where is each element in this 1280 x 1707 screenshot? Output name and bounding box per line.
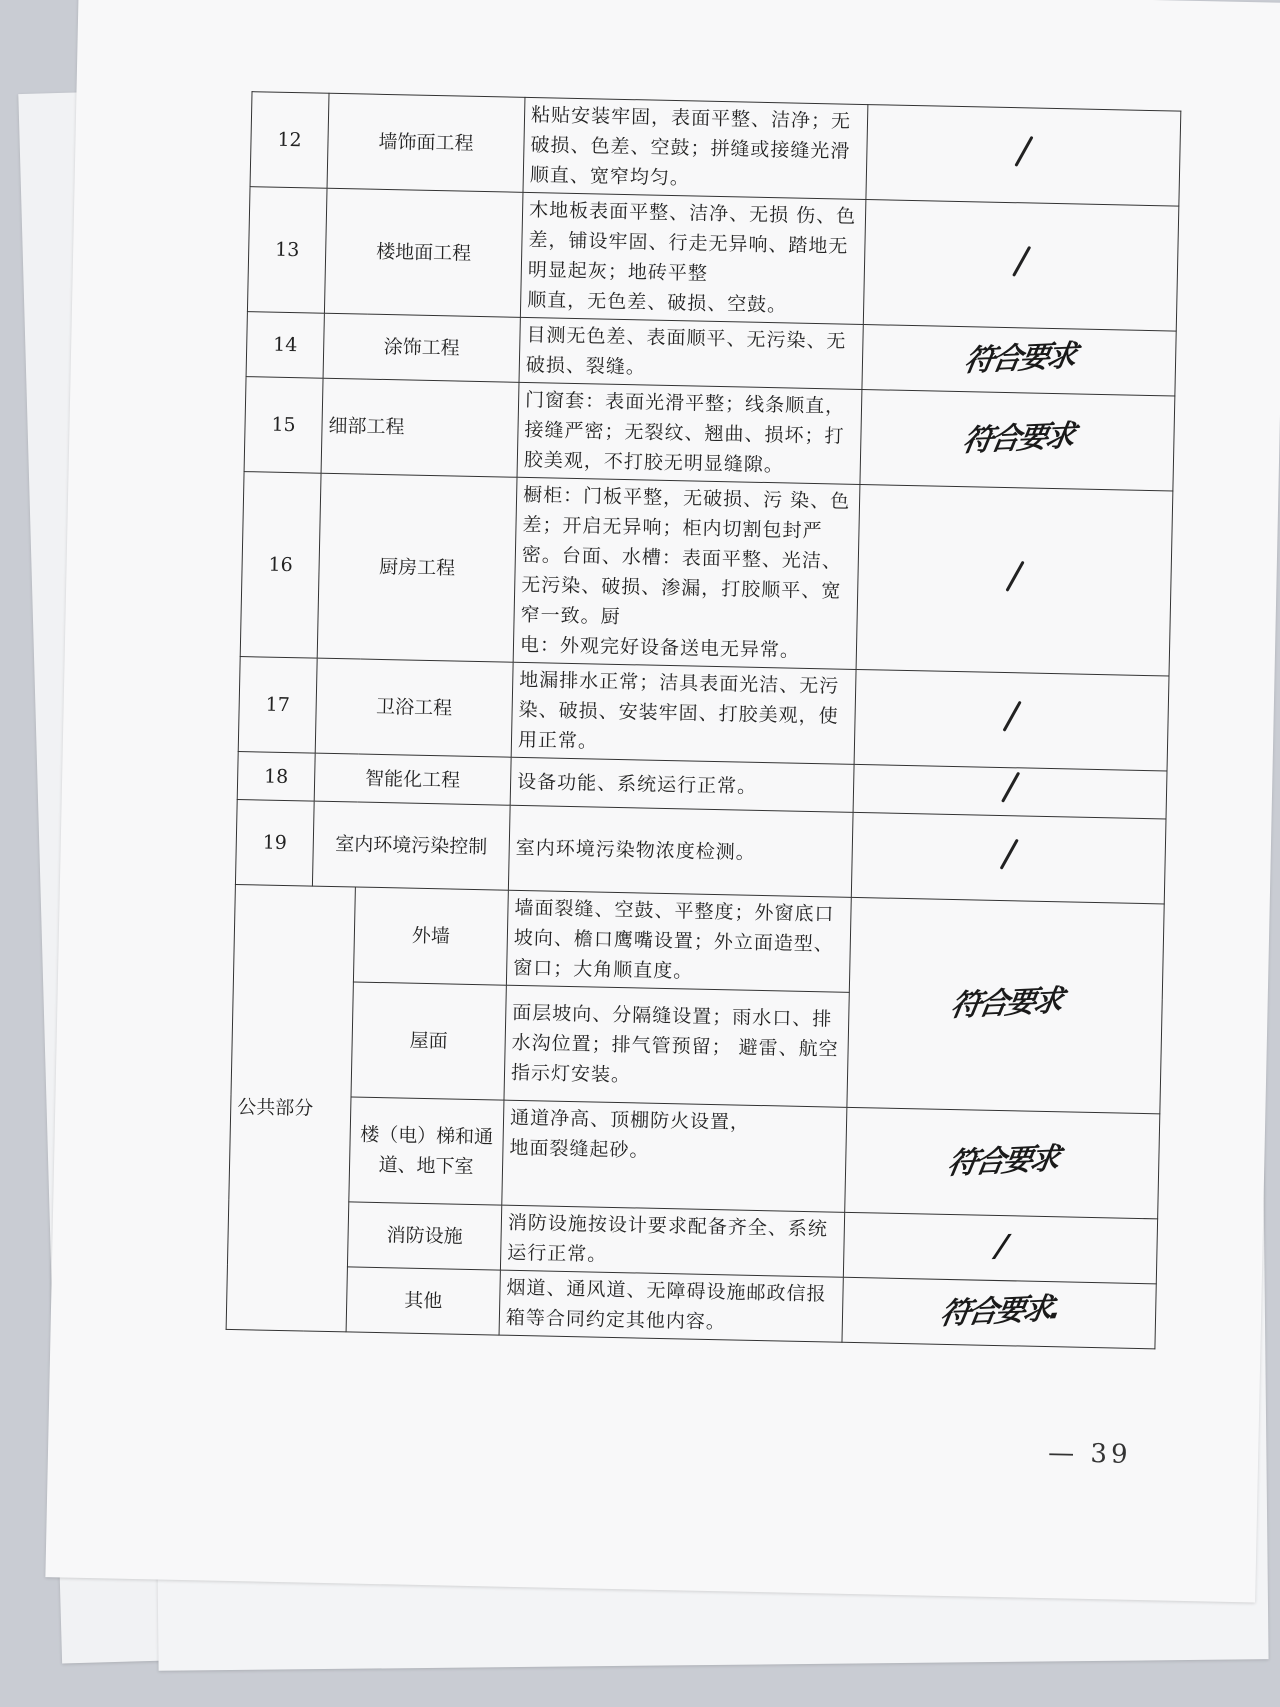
handwritten-result: 符合要求	[948, 983, 1064, 1024]
check-mark	[1002, 700, 1021, 731]
item-result	[863, 200, 1179, 332]
public-item-result	[845, 1107, 1160, 1219]
handwritten-result: 符合要求.	[937, 1290, 1062, 1332]
table-row	[247, 187, 1178, 331]
handwritten-result: 符合要求	[959, 418, 1076, 459]
item-number: 18	[237, 752, 315, 802]
table-row	[240, 472, 1173, 676]
public-category: 公共部分	[226, 884, 355, 1331]
page-number: — 39	[1047, 1438, 1132, 1470]
item-result	[860, 389, 1175, 491]
check-mark	[1012, 245, 1031, 276]
item-requirement: 门窗套：表面光滑平整；线条顺直，接缝严密；无裂纹、翘曲、损坏；打胶美观，不打胶无明显缝隙。	[517, 382, 862, 484]
check-mark	[1001, 772, 1020, 803]
handwritten-result: 符合要求	[961, 338, 1077, 379]
item-name: 细部工程	[321, 378, 519, 477]
public-item-name: 楼（电）梯和通道、地下室	[349, 1097, 504, 1205]
item-result	[853, 764, 1167, 819]
item-requirement: 橱柜：门板平整，无破损、污 染、色差；开启无异响；柜内切割包封严密。台面、水槽：表面平整、光洁、无污染、破损、渗漏，打胶顺平、宽窄一致。厨 电：外观完好设备送电无异常。	[513, 477, 860, 669]
table-row	[229, 1094, 1160, 1218]
item-result	[854, 669, 1169, 771]
item-result	[862, 325, 1176, 397]
handwritten-result: /	[993, 1228, 1008, 1264]
item-name: 厨房工程	[317, 473, 517, 662]
public-item-name: 消防设施	[347, 1202, 501, 1270]
item-result	[866, 105, 1181, 207]
item-result	[856, 484, 1173, 676]
public-item-name: 外墙	[353, 887, 508, 985]
item-requirement: 室内环境污染物浓度检测。	[508, 805, 853, 897]
public-item-requirement: 通道净高、顶棚防火设置， 地面裂缝起砂。	[502, 1100, 847, 1212]
item-name: 墙饰面工程	[327, 93, 525, 192]
item-number: 14	[246, 312, 324, 379]
document-page	[45, 0, 1280, 1602]
public-item-result	[843, 1212, 1157, 1284]
check-mark	[999, 838, 1018, 869]
public-item-result	[842, 1277, 1156, 1349]
item-requirement: 木地板表面平整、洁净、无损 伤、色差，铺设牢固、行走无异响、踏地无明显起灰；地砖平整 顺直，无色差、破损、空鼓。	[520, 192, 866, 324]
public-item-name: 屋面	[351, 982, 506, 1100]
public-item-requirement: 墙面裂缝、空鼓、平整度；外窗底口坡向、檐口鹰嘴设置；外立面造型、窗口；大角顺直度。	[506, 890, 851, 992]
item-name: 楼地面工程	[324, 188, 523, 317]
public-item-requirement: 消防设施按设计要求配备齐全、系统运行正常。	[500, 1205, 844, 1277]
item-requirement: 设备功能、系统运行正常。	[510, 757, 854, 812]
item-number: 12	[250, 92, 329, 189]
item-name: 室内环境污染控制	[312, 801, 510, 890]
item-number: 15	[244, 377, 323, 474]
public-item-requirement: 面层坡向、分隔缝设置；雨水口、排水沟位置；排气管预留； 避雷、航空指示灯安装。	[504, 985, 849, 1107]
item-name: 涂饰工程	[323, 313, 520, 382]
item-requirement: 地漏排水正常；洁具表面光洁、无污染、破损、安装牢固、打胶美观，使用正常。	[511, 662, 856, 764]
item-number: 17	[238, 657, 317, 754]
check-mark	[1014, 135, 1033, 166]
item-number: 13	[247, 187, 327, 314]
check-mark	[1005, 560, 1024, 591]
public-item-requirement: 烟道、通风道、无障碍设施邮政信报箱等合同约定其他内容。	[499, 1270, 843, 1342]
item-name: 智能化工程	[314, 753, 511, 805]
item-requirement: 粘贴安装牢固，表面平整、洁净；无破损、色差、空鼓；拼缝或接缝光滑顺直、宽窄均匀。	[523, 97, 868, 199]
item-result	[851, 812, 1166, 904]
handwritten-result: 符合要求	[944, 1141, 1060, 1182]
item-requirement: 目测无色差、表面顺平、无污染、无破损、裂缝。	[519, 317, 863, 389]
public-item-result	[847, 897, 1164, 1114]
inspection-table	[226, 91, 1182, 1349]
item-name: 卫浴工程	[315, 658, 513, 757]
item-number: 16	[240, 472, 321, 659]
public-item-name: 其他	[346, 1267, 500, 1335]
item-number: 19	[235, 800, 314, 887]
